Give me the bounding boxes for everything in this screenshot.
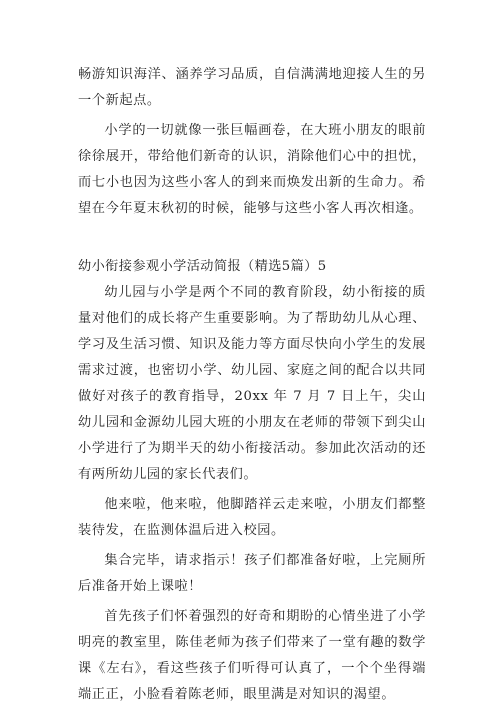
paragraph-assembly: 集合完毕，请求指示！孩子们都准备好啦，上完厕所后准备开始上课啦！ — [78, 553, 426, 594]
document-page — [78, 62, 426, 708]
section-heading: 幼小衔接参观小学活动简报（精选5篇）5 — [78, 259, 327, 274]
paragraph-scroll-metaphor: 小学的一切就像一张巨幅画卷，在大班小朋友的眼前徐徐展开，带给他们新奇的认识，消除他们心中的担忧，而七小也因为这些小客人的到来而焕发出新的生命力。希望在今年夏末秋初的时候，能够与这些小客人再次相逢。 — [78, 123, 426, 216]
paragraph-intro-continuation: 畅游知识海洋、涵养学习品质，自信满满地迎接人生的另一个新起点。 — [78, 67, 426, 108]
paragraph-arrival: 他来啦，他来啦，他脚踏祥云走来啦，小朋友们都整装待发，在监测体温后进入校园。 — [78, 497, 426, 538]
paragraph-activity-overview: 幼儿园与小学是两个不同的教育阶段，幼小衔接的质量对他们的成长将产生重要影响。为了帮助幼儿从心理、学习及生活习惯、知识及能力等方面尽快向小学生的发展需求过渡，也密切小学、幼儿园、家庭之间的配合以共同做好对孩子的教育指导，20xx 年 7 月 7 日上午，尖山幼儿园和金源幼儿园大班的小朋友在老师的带领下到尖山小学进行了为期半天的幼小衔接活动。参加此次活动的还有两所幼儿园的家长代表们。 — [78, 285, 426, 482]
paragraph-math-class: 首先孩子们怀着强烈的好奇和期盼的心情坐进了小学明亮的教室里，陈佳老师为孩子们带来了一堂有趣的数学课《左右》，看这些孩子们听得可认真了，一个个坐得端端正正，小脸看着陈老师，眼里满是对知识的渴望。 — [78, 609, 426, 702]
